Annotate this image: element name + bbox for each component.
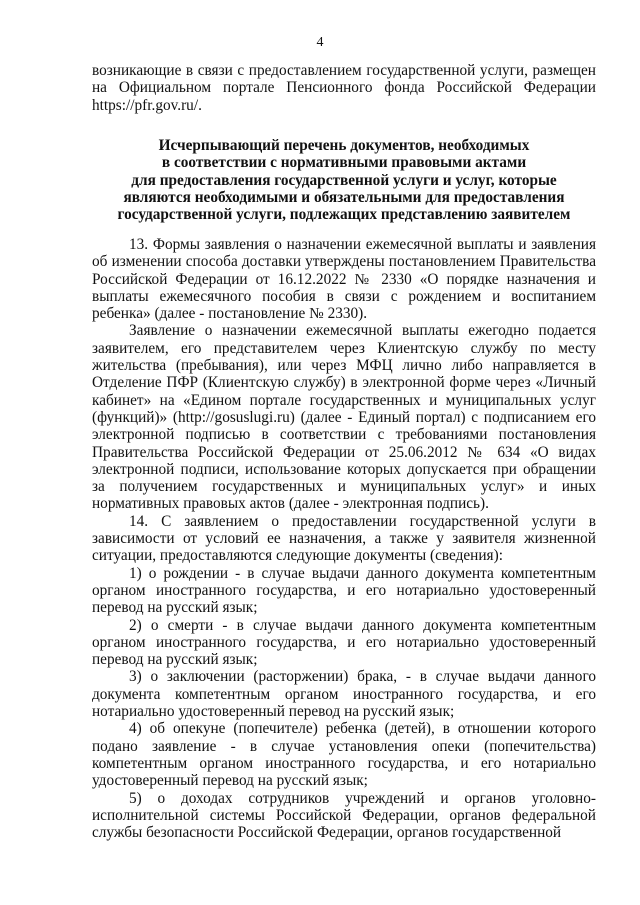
section-heading	[92, 137, 596, 223]
body-text	[92, 236, 596, 841]
heading-line-3: для предоставления государственной услуги и услуг, которые	[131, 171, 557, 189]
heading-line-4: являются необходимыми и обязательными для предоставления	[123, 188, 565, 206]
list-item-guardian: 4) об опекуне (попечителе) ребенка (детей), в отношении которого подано заявление - в случае установления опеки (попечительства) компетентным органом иностранного государства, и его нотариально удостоверенный перевод на русский язык;	[92, 720, 596, 790]
list-item-marriage: 3) о заключении (расторжении) брака, - в случае выдачи данного документа компетентным органом иностранного государства, и его нотариально удостоверенный перевод на русский язык;	[92, 668, 596, 721]
list-item-death: 2) о смерти - в случае выдачи данного документа компетентным органом иностранного государства, и его нотариально удостоверенный перевод на русский язык;	[92, 616, 596, 669]
heading-line-1: Исчерпывающий перечень документов, необходимых	[158, 137, 530, 154]
list-item-birth: 1) о рождении - в случае выдачи данного документа компетентным органом иностранного государства, и его нотариально удостоверенный перевод на русский язык;	[92, 564, 596, 617]
intro-paragraph: возникающие в связи с предоставлением государственной услуги, размещен на Официальном портале Пенсионного фонда Российской Федерации https://pfr.gov.ru/.	[92, 62, 596, 114]
intro-block	[92, 62, 596, 114]
page-number: 4	[316, 35, 324, 50]
heading-line-2: в соответствии с нормативными правовыми актами	[161, 154, 527, 172]
heading-line-5: государственной услуги, подлежащих представлению заявителем	[117, 206, 571, 224]
paragraph-14-documents: 14. С заявлением о предоставлении государственной услуги в зависимости от условий ее назначения, а также у заявителя жизненной ситуации, предоставляются следующие документы (сведения):	[92, 512, 596, 565]
list-item-income: 5) о доходах сотрудников учреждений и органов уголовно-исполнительной системы Российской Федерации, органов федеральной службы безопасности Российской Федерации, органов государственной	[92, 789, 596, 842]
paragraph-13-forms: 13. Формы заявления о назначении ежемесячной выплаты и заявления об изменении способа доставки утверждены постановлением Правительства Российской Федерации от 16.12.2022 № 2330 «О порядке назначения и выплаты ежемесячного пособия в связи с рождением и воспитанием ребенка» (далее - постановление № 2330).	[92, 236, 596, 323]
paragraph-application-submission: Заявление о назначении ежемесячной выплаты ежегодно подается заявителем, его представителем через Клиентскую службу по месту жительства (пребывания), или через МФЦ лично либо направляется в Отделение ПФР (Клиентскую службу) в электронной форме через «Личный кабинет» на «Едином портале государственных и муниципальных услуг (функций)» (http://gosuslugi.ru) (далее - Единый портал) с подписанием его электронной подписью в соответствии с требованиями постановления Правительства Российской Федерации от 25.06.2012 № 634 «О видах электронной подписи, использование которых допускается при обращении за получением государственных и муниципальных услуг» и иных нормативных правовых актов (далее - электронная подпись).	[92, 322, 596, 513]
